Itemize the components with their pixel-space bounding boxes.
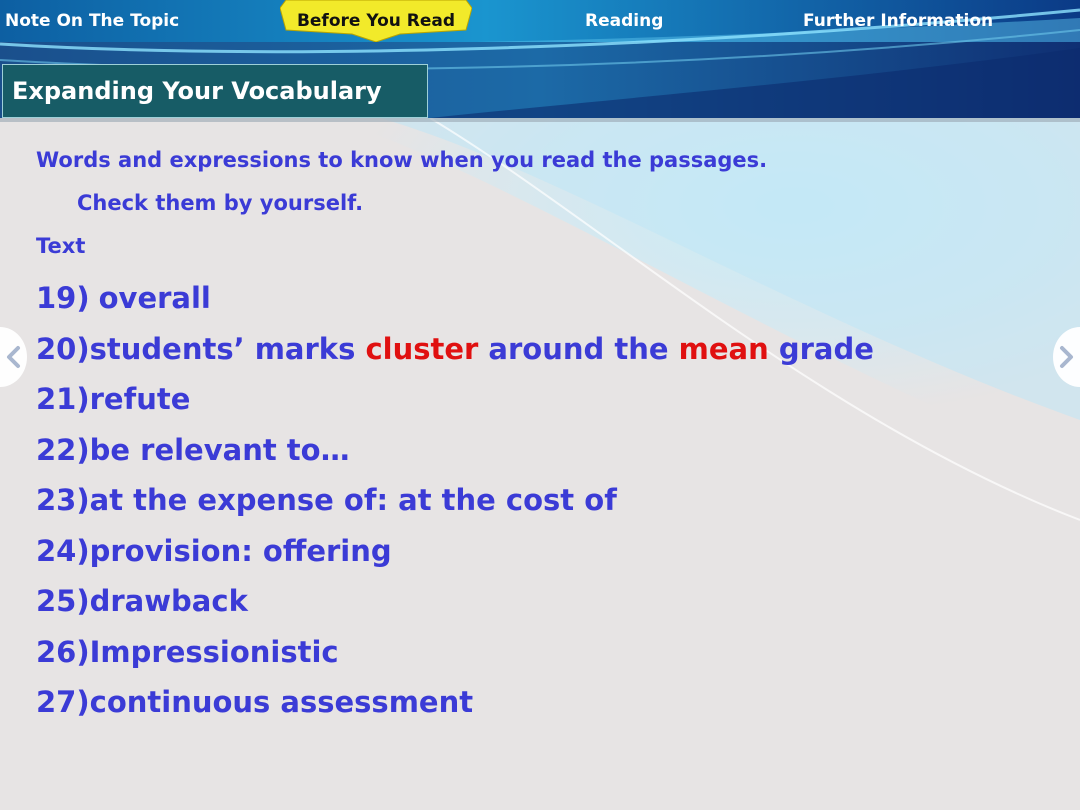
vocab-text-part: grade — [768, 331, 874, 366]
vocab-text-part: around the — [478, 331, 679, 366]
text-label: Text — [36, 234, 86, 258]
nav-before-you-read[interactable] — [280, 0, 472, 42]
intro-line-1: Words and expressions to know when you read the passages. — [36, 148, 768, 172]
vocab-text: be relevant to… — [89, 432, 350, 467]
vocab-item-27 — [36, 677, 996, 728]
nav-before-you-read-label: Before You Read — [296, 11, 456, 31]
vocab-item-19 — [36, 273, 996, 324]
vocab-number: 24) — [36, 533, 90, 568]
vocab-item-22 — [36, 425, 996, 476]
vocab-number: 21) — [36, 382, 90, 416]
vocab-text: continuous assessment — [89, 685, 474, 719]
top-nav — [0, 0, 1080, 42]
vocab-item-24 — [36, 526, 996, 577]
vocab-text: refute — [89, 382, 191, 416]
nav-note-on-the-topic[interactable]: Note On The Topic — [5, 11, 180, 31]
highlight-word-cluster: cluster — [365, 331, 479, 366]
intro-line-2: Check them by yourself. — [77, 191, 364, 215]
vocab-number: 19) — [36, 281, 90, 315]
vocab-item-21 — [36, 374, 996, 425]
chevron-right-icon — [1052, 326, 1080, 388]
vocab-item-23 — [36, 475, 996, 526]
vocab-text: overall — [98, 281, 211, 315]
vocab-text: provision: offering — [89, 533, 392, 568]
vocab-item-25 — [36, 576, 996, 627]
vocab-number: 22) — [36, 432, 90, 467]
nav-reading[interactable]: Reading — [585, 11, 664, 31]
vocab-number: 23) — [36, 483, 90, 517]
vocab-number: 25) — [36, 584, 90, 618]
section-title: Expanding Your Vocabulary — [2, 64, 428, 118]
next-slide-button[interactable] — [1052, 326, 1080, 388]
vocab-number: 20) — [36, 331, 90, 366]
nav-further-information[interactable]: Further Information — [803, 11, 994, 31]
vocab-text-part: students’ marks — [89, 331, 366, 366]
vocab-number: 26) — [36, 634, 90, 669]
previous-slide-button[interactable] — [0, 326, 28, 388]
vocab-item-20 — [36, 324, 996, 375]
vocab-item-26 — [36, 627, 996, 678]
vocabulary-content — [36, 140, 996, 728]
vocab-text: Impressionistic — [89, 634, 339, 669]
highlight-word-mean: mean — [678, 331, 769, 366]
vocab-text: drawback — [89, 584, 248, 618]
vocab-number: 27) — [36, 685, 90, 719]
chevron-left-icon — [0, 326, 28, 388]
vocab-text: at the expense of: at the cost of — [89, 483, 617, 517]
vocab-list — [36, 273, 996, 728]
